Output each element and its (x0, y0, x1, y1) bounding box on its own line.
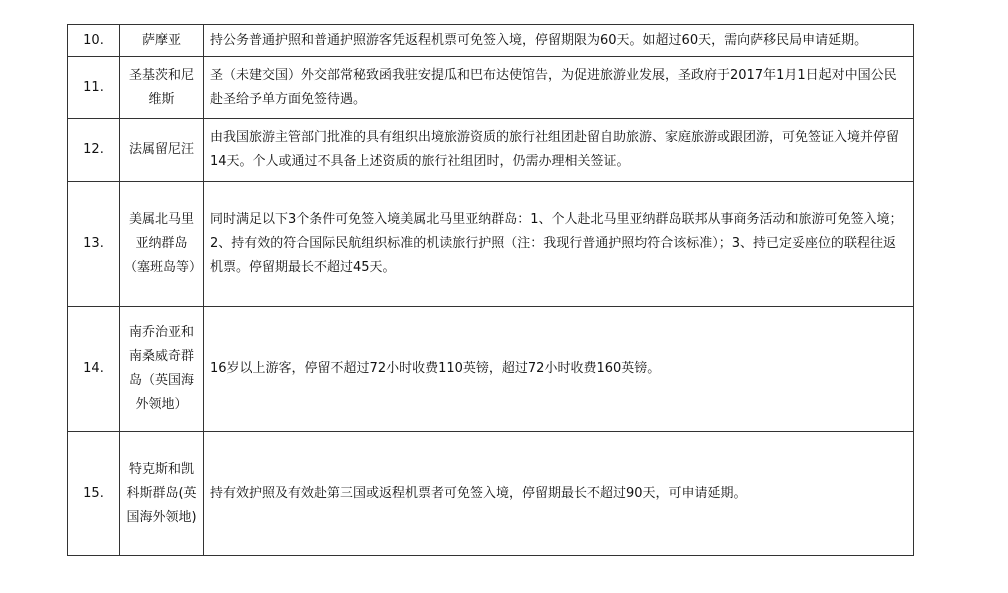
policy-description: 16岁以上游客，停留不超过72小时收费110英镑，超过72小时收费160英镑。 (204, 307, 914, 432)
policy-description: 持有效护照及有效赴第三国或返程机票者可免签入境，停留期最长不超过90天，可申请延期。 (204, 432, 914, 556)
table-row (68, 307, 914, 432)
policy-description: 圣（未建交国）外交部常秘致函我驻安提瓜和巴布达使馆告，为促进旅游业发展，圣政府于2017年1月1日起对中国公民赴圣给予单方面免签待遇。 (204, 57, 914, 119)
table-row (68, 182, 914, 307)
table-row (68, 25, 914, 57)
row-number: 10. (68, 25, 120, 57)
policy-description: 持公务普通护照和普通护照游客凭返程机票可免签入境，停留期限为60天。如超过60天，需向萨移民局申请延期。 (204, 25, 914, 57)
row-number: 13. (68, 182, 120, 307)
country-name: 萨摩亚 (120, 25, 204, 57)
country-name: 法属留尼汪 (120, 119, 204, 182)
policy-description: 由我国旅游主管部门批准的具有组织出境旅游资质的旅行社组团赴留自助旅游、家庭旅游或跟团游，可免签证入境并停留14天。个人或通过不具备上述资质的旅行社组团时，仍需办理相关签证。 (204, 119, 914, 182)
row-number: 15. (68, 432, 120, 556)
country-name: 圣基茨和尼维斯 (120, 57, 204, 119)
policy-description: 同时满足以下3个条件可免签入境美属北马里亚纳群岛：1、个人赴北马里亚纳群岛联邦从事商务活动和旅游可免签入境；2、持有效的符合国际民航组织标准的机读旅行护照（注：我现行普通护照均符合该标准）；3、持已定妥座位的联程往返机票。停留期最长不超过45天。 (204, 182, 914, 307)
table-row (68, 119, 914, 182)
country-name: 南乔治亚和南桑威奇群岛（英国海外领地） (120, 307, 204, 432)
table-row (68, 432, 914, 556)
row-number: 12. (68, 119, 120, 182)
row-number: 11. (68, 57, 120, 119)
country-name: 特克斯和凯科斯群岛(英国海外领地) (120, 432, 204, 556)
visa-exemption-table (67, 24, 914, 556)
row-number: 14. (68, 307, 120, 432)
country-name: 美属北马里亚纳群岛（塞班岛等） (120, 182, 204, 307)
table-row (68, 57, 914, 119)
